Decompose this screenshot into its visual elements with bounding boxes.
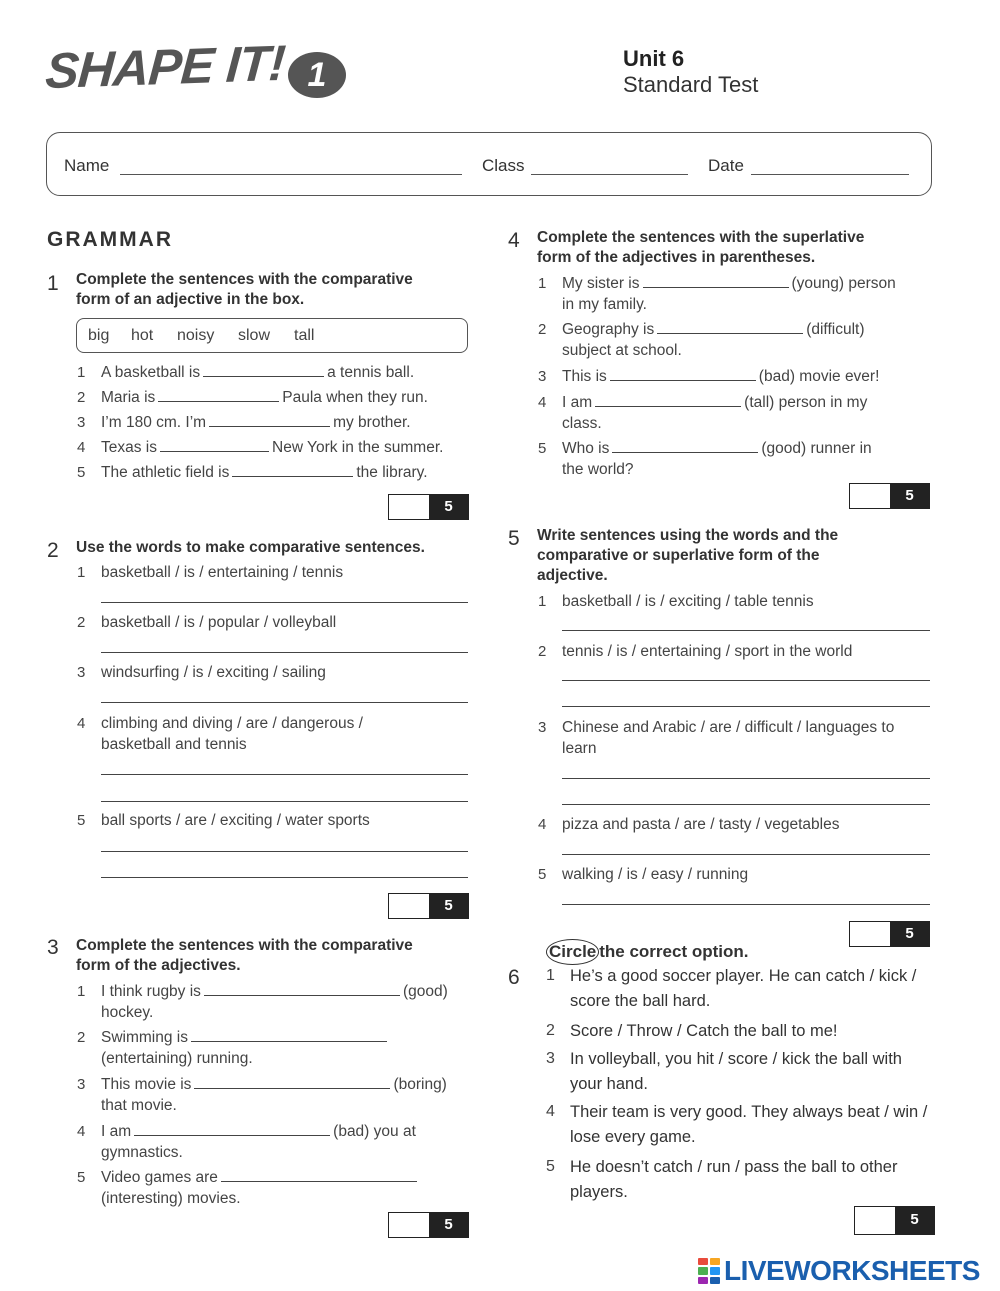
exercise-instruction: Write sentences using the words and the comparative or superlative form of the adjective. xyxy=(537,527,839,584)
item-number: 5 xyxy=(538,440,547,457)
sentence: This is (bad) movie ever! xyxy=(562,368,880,385)
exercise-number: 2 xyxy=(47,539,59,562)
item-number: 4 xyxy=(538,816,547,833)
word-box-item: hot xyxy=(131,327,154,344)
item-number: 1 xyxy=(538,593,547,610)
exercise-instruction: Use the words to make comparative sentences. xyxy=(76,539,425,556)
name-label: Name xyxy=(64,156,110,175)
answer-blank[interactable] xyxy=(194,1075,390,1089)
sentence: I am (tall) person in my class. xyxy=(562,394,868,432)
sentence: This movie is (boring) that movie. xyxy=(101,1076,447,1114)
answer-blank[interactable] xyxy=(595,393,741,407)
item-number: 2 xyxy=(546,1022,555,1039)
answer-line[interactable] xyxy=(562,904,930,905)
item-number: 3 xyxy=(546,1050,555,1067)
answer-blank[interactable] xyxy=(657,320,803,334)
item-number: 2 xyxy=(77,389,86,406)
prompt: basketball / is / popular / volleyball xyxy=(101,614,337,631)
class-field[interactable] xyxy=(531,174,688,175)
sentence: The athletic field is the library. xyxy=(101,464,428,481)
answer-blank[interactable] xyxy=(203,363,324,377)
score-box[interactable]: 5 xyxy=(388,1212,469,1238)
item-number: 4 xyxy=(77,439,86,456)
answer-blank[interactable] xyxy=(610,367,756,381)
word-box-item: big xyxy=(88,327,110,344)
logo-level-badge: 1 xyxy=(288,52,346,98)
score-box[interactable]: 5 xyxy=(849,921,930,947)
sentence: A basketball is a tennis ball. xyxy=(101,364,415,381)
exercise-instruction: Circle the correct option. xyxy=(546,939,748,965)
option-sentence[interactable]: He’s a good soccer player. He can catch / kick / score the ball hard. xyxy=(570,967,917,1010)
liveworksheets-logo xyxy=(698,1255,980,1287)
score-box[interactable]: 5 xyxy=(854,1206,935,1235)
item-number: 4 xyxy=(546,1103,555,1120)
item-number: 1 xyxy=(77,983,86,1000)
answer-line[interactable] xyxy=(562,630,930,631)
exercise-number: 5 xyxy=(508,527,520,550)
score-box[interactable]: 5 xyxy=(388,494,469,520)
exercise-number: 3 xyxy=(47,936,59,959)
test-type: Standard Test xyxy=(623,72,759,97)
answer-blank[interactable] xyxy=(612,439,758,453)
item-number: 4 xyxy=(538,394,547,411)
score-box[interactable]: 5 xyxy=(849,483,930,509)
item-number: 4 xyxy=(77,715,86,732)
answer-line[interactable] xyxy=(101,851,468,852)
prompt: climbing and diving / are / dangerous / basketball and tennis xyxy=(101,715,363,753)
prompt: basketball / is / exciting / table tennis xyxy=(562,593,814,610)
unit-title: Unit 6 xyxy=(623,46,685,71)
prompt: basketball / is / entertaining / tennis xyxy=(101,564,344,581)
answer-blank[interactable] xyxy=(221,1168,417,1182)
score-box[interactable]: 5 xyxy=(388,893,469,919)
prompt: windsurfing / is / exciting / sailing xyxy=(101,664,326,681)
exercise-instruction: Complete the sentences with the comparative form of the adjectives. xyxy=(76,937,413,974)
sentence: I’m 180 cm. I’m my brother. xyxy=(101,414,411,431)
word-box-item: noisy xyxy=(177,327,215,344)
item-number: 1 xyxy=(77,364,86,381)
option-sentence[interactable]: In volleyball, you hit / score / kick the ball with your hand. xyxy=(570,1050,902,1093)
class-label: Class xyxy=(482,156,525,175)
prompt: ball sports / are / exciting / water sports xyxy=(101,812,370,829)
option-sentence[interactable]: Score / Throw / Catch the ball to me! xyxy=(570,1022,838,1040)
shape-it-logo: SHAPE IT! xyxy=(43,34,287,100)
sentence: Maria is Paula when they run. xyxy=(101,389,428,406)
answer-line[interactable] xyxy=(101,602,468,603)
answer-blank[interactable] xyxy=(204,982,400,996)
prompt: Chinese and Arabic / are / difficult / languages to learn xyxy=(562,719,895,757)
item-number: 2 xyxy=(538,321,547,338)
item-number: 5 xyxy=(546,1158,555,1175)
sentence: I am (bad) you at gymnastics. xyxy=(101,1123,416,1161)
prompt: tennis / is / entertaining / sport in the world xyxy=(562,643,853,660)
item-number: 3 xyxy=(77,414,86,431)
exercise-number: 4 xyxy=(508,229,520,252)
answer-line[interactable] xyxy=(562,804,930,805)
option-sentence[interactable]: Their team is very good. They always beat / win / lose every game. xyxy=(570,1103,928,1146)
option-sentence[interactable]: He doesn’t catch / run / pass the ball to other players. xyxy=(570,1158,898,1201)
date-label: Date xyxy=(708,156,744,175)
answer-line[interactable] xyxy=(562,680,930,681)
item-number: 1 xyxy=(546,967,555,984)
answer-blank[interactable] xyxy=(232,463,353,477)
item-number: 2 xyxy=(538,643,547,660)
item-number: 1 xyxy=(77,564,86,581)
sentence: Video games are (interesting) movies. xyxy=(101,1167,420,1209)
answer-line[interactable] xyxy=(101,877,468,878)
item-number: 3 xyxy=(77,664,86,681)
item-number: 5 xyxy=(77,1169,86,1186)
answer-blank[interactable] xyxy=(209,413,330,427)
sentence: I think rugby is (good) hockey. xyxy=(101,983,448,1021)
answer-blank[interactable] xyxy=(643,274,789,288)
sentence: Who is (good) runner in the world? xyxy=(562,440,872,478)
exercise-instruction: Complete the sentences with the superlative form of the adjectives in parentheses. xyxy=(537,229,865,266)
answer-line[interactable] xyxy=(562,706,930,707)
item-number: 2 xyxy=(77,614,86,631)
item-number: 5 xyxy=(77,464,86,481)
item-number: 3 xyxy=(77,1076,86,1093)
answer-line[interactable] xyxy=(562,778,930,779)
answer-blank[interactable] xyxy=(160,438,269,452)
item-number: 5 xyxy=(77,812,86,829)
section-heading: GRAMMAR xyxy=(47,228,173,251)
item-number: 5 xyxy=(538,866,547,883)
answer-blank[interactable] xyxy=(191,1028,387,1042)
exercise-number: 1 xyxy=(47,272,59,295)
sentence: Swimming is (entertaining) running. xyxy=(101,1027,390,1069)
answer-blank[interactable] xyxy=(134,1122,330,1136)
prompt: pizza and pasta / are / tasty / vegetables xyxy=(562,816,840,833)
answer-blank[interactable] xyxy=(158,388,279,402)
answer-line[interactable] xyxy=(101,801,468,802)
exercise-instruction: Complete the sentences with the comparative form of an adjective in the box. xyxy=(76,271,413,308)
prompt: walking / is / easy / running xyxy=(562,866,749,883)
sentence: Texas is New York in the summer. xyxy=(101,439,444,456)
word-box-item: slow xyxy=(238,327,271,344)
liveworksheets-wordmark: LIVEWORKSHEETS xyxy=(724,1255,980,1286)
answer-line[interactable] xyxy=(101,702,468,703)
answer-line[interactable] xyxy=(562,854,930,855)
item-number: 3 xyxy=(538,368,547,385)
item-number: 2 xyxy=(77,1029,86,1046)
liveworksheets-grid-icon xyxy=(698,1258,720,1284)
word-box-item: tall xyxy=(294,327,315,344)
date-field[interactable] xyxy=(751,174,909,175)
exercise-number: 6 xyxy=(508,966,520,989)
answer-line[interactable] xyxy=(101,774,468,775)
sentence: Geography is (difficult) subject at school. xyxy=(562,321,865,359)
item-number: 4 xyxy=(77,1123,86,1140)
item-number: 1 xyxy=(538,275,547,292)
name-field[interactable] xyxy=(120,174,462,175)
answer-line[interactable] xyxy=(101,652,468,653)
item-number: 3 xyxy=(538,719,547,736)
sentence: My sister is (young) person in my family. xyxy=(562,275,896,313)
